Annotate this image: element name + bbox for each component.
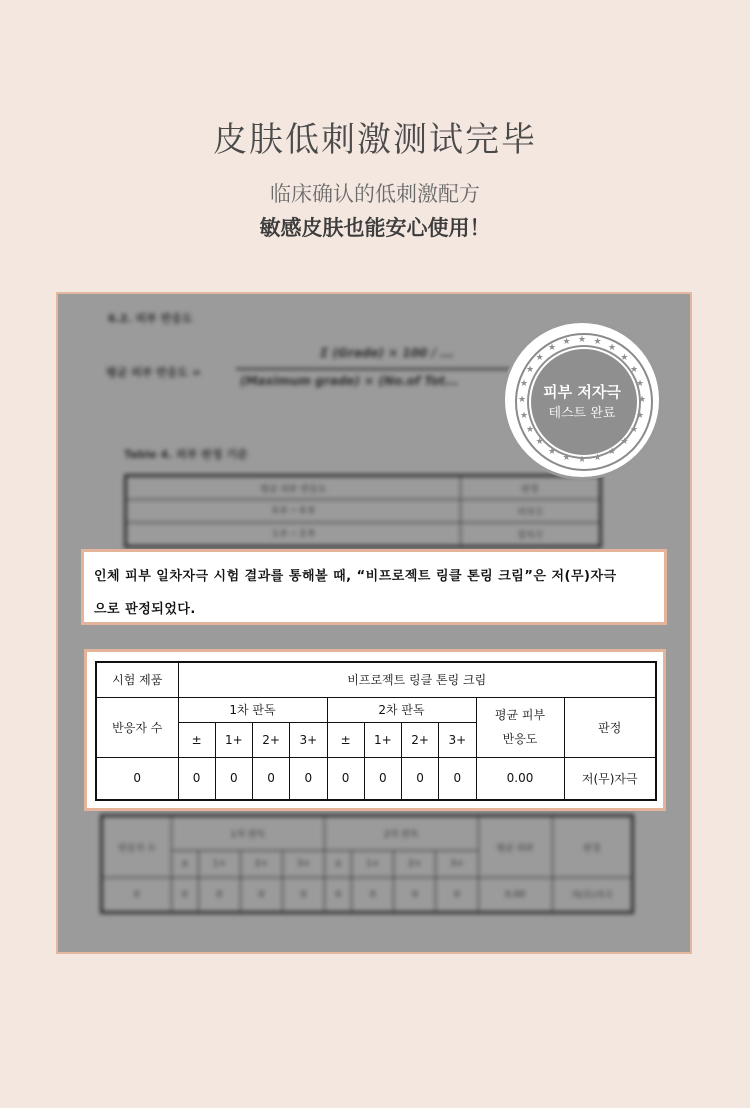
star-icon: ★ <box>620 352 629 363</box>
star-icon: ★ <box>562 337 571 348</box>
count-cell: 0 <box>178 757 215 800</box>
blurred-cell: 0 <box>436 878 478 912</box>
blurred-cell: ± <box>325 850 352 877</box>
blurred-cell: 반응자 수 <box>103 817 172 878</box>
verdict-value-cell: 저(무)자극 <box>564 757 656 800</box>
star-icon: ★ <box>578 455 587 465</box>
star-icon: ★ <box>593 452 602 463</box>
blurred-cell: 1차 판독 <box>171 817 324 851</box>
formula-divider <box>236 368 536 370</box>
page-subtitle: 临床确认的低刺激配方 <box>270 182 480 206</box>
count-cell: 0 <box>364 757 401 800</box>
average-header-line1: 평균 피부 <box>494 708 546 722</box>
result-statement <box>81 549 667 625</box>
criteria-cell: 저자극 <box>460 500 599 523</box>
grade-cell: 3+ <box>439 722 476 757</box>
test-complete-stamp <box>502 320 662 480</box>
star-icon: ★ <box>562 452 571 463</box>
blurred-cell: 0 <box>241 878 283 912</box>
star-icon: ★ <box>548 343 557 354</box>
grade-cell: ± <box>178 722 215 757</box>
blurred-cell: 0 <box>171 878 198 912</box>
result-table-box <box>84 649 666 811</box>
first-reading-header: 1차 판독 <box>178 697 327 722</box>
blurred-cell: 저(무)자극 <box>552 878 631 912</box>
average-header-cell <box>476 697 564 757</box>
grade-cell: 3+ <box>290 722 327 757</box>
criteria-cell: 1.0 ~ 2.9 <box>127 523 461 546</box>
count-cell: 0 <box>215 757 252 800</box>
star-icon: ★ <box>635 410 645 421</box>
average-header-line2: 반응도 <box>502 732 538 746</box>
grade-cell: 2+ <box>253 722 290 757</box>
grade-cell: 1+ <box>215 722 252 757</box>
stamp-line2: 테스트 완료 <box>548 406 616 421</box>
blurred-cell: 2+ <box>241 850 283 877</box>
blurred-cell: 0 <box>352 878 394 912</box>
star-icon: ★ <box>638 395 647 405</box>
blurred-cell: 0 <box>325 878 352 912</box>
page-tagline: 敏感皮肤也能安心使用！ <box>259 216 491 240</box>
star-icon: ★ <box>578 335 587 345</box>
criteria-header: 판정 <box>460 477 599 500</box>
count-cell: 0 <box>253 757 290 800</box>
blurred-cell: 3+ <box>436 850 478 877</box>
star-icon: ★ <box>629 425 639 435</box>
report-heading: 6.2. 피부 반응도 <box>108 312 193 325</box>
blurred-cell: 1+ <box>352 850 394 877</box>
star-icon: ★ <box>620 437 629 448</box>
subjects-count-cell: 0 <box>96 757 178 800</box>
blurred-cell: 0.00 <box>478 878 552 912</box>
criteria-table <box>124 474 602 548</box>
star-icon: ★ <box>526 365 535 375</box>
blurred-cell: ± <box>171 850 198 877</box>
count-cell: 0 <box>402 757 439 800</box>
average-value-cell: 0.00 <box>476 757 564 800</box>
criteria-cell: 경자극 <box>460 523 599 546</box>
criteria-header: 평균 피부 반응도 <box>127 477 461 500</box>
stamp-line1: 피부 저자극 <box>543 383 621 401</box>
blurred-cell: 0 <box>283 878 325 912</box>
count-cell: 0 <box>439 757 476 800</box>
table-caption: Table 4. 피부 판정 기준 <box>124 448 248 461</box>
subjects-header-cell: 반응자 수 <box>96 697 178 757</box>
product-header-cell: 시험 제품 <box>96 662 178 697</box>
second-reading-header: 2차 판독 <box>327 697 476 722</box>
blurred-cell: 1+ <box>199 850 241 877</box>
star-icon: ★ <box>548 446 557 457</box>
star-icon: ★ <box>635 379 645 390</box>
product-name-cell: 비프로젝트 링클 톤링 크림 <box>178 662 656 697</box>
blurred-cell: 0 <box>199 878 241 912</box>
grade-cell: ± <box>327 722 364 757</box>
star-icon: ★ <box>608 343 617 354</box>
result-table <box>95 661 657 801</box>
count-cell: 0 <box>327 757 364 800</box>
star-icon: ★ <box>608 446 617 457</box>
star-icon: ★ <box>535 437 544 448</box>
star-icon: ★ <box>593 337 602 348</box>
formula-denominator: (Maximum grade) × (No.of Tot... <box>240 374 459 388</box>
blurred-cell: 2+ <box>394 850 436 877</box>
criteria-cell: 0.0 ~ 0.9 <box>127 500 461 523</box>
grade-cell: 2+ <box>402 722 439 757</box>
page-title: 皮肤低刺激测试完毕 <box>213 120 537 160</box>
blurred-cell: 3+ <box>283 850 325 877</box>
verdict-header-cell: 판정 <box>564 697 656 757</box>
star-icon: ★ <box>629 365 639 375</box>
formula-numerator: Σ (Grade) × 100 / ... <box>320 346 454 360</box>
star-icon: ★ <box>535 352 544 363</box>
statement-line2: 으로 판정되었다. <box>94 602 196 617</box>
blurred-cell: 0 <box>103 878 172 912</box>
count-cell: 0 <box>290 757 327 800</box>
blurred-cell: 평균 피부 <box>478 817 552 878</box>
blurred-cell: 판정 <box>552 817 631 878</box>
blurred-cell: 2차 판독 <box>325 817 478 851</box>
statement-line1: 인체 피부 일차자극 시험 결과를 통해볼 때, “비프로젝트 링클 톤링 크림”은 저(무)자극 <box>94 569 617 584</box>
grade-cell: 1+ <box>364 722 401 757</box>
blurred-result-table <box>100 814 634 914</box>
star-icon: ★ <box>520 379 529 390</box>
star-icon: ★ <box>520 410 529 421</box>
formula-label: 평균 피부 반응도 = <box>106 366 202 379</box>
star-icon: ★ <box>526 425 535 435</box>
blurred-cell: 0 <box>394 878 436 912</box>
star-icon: ★ <box>518 395 527 405</box>
